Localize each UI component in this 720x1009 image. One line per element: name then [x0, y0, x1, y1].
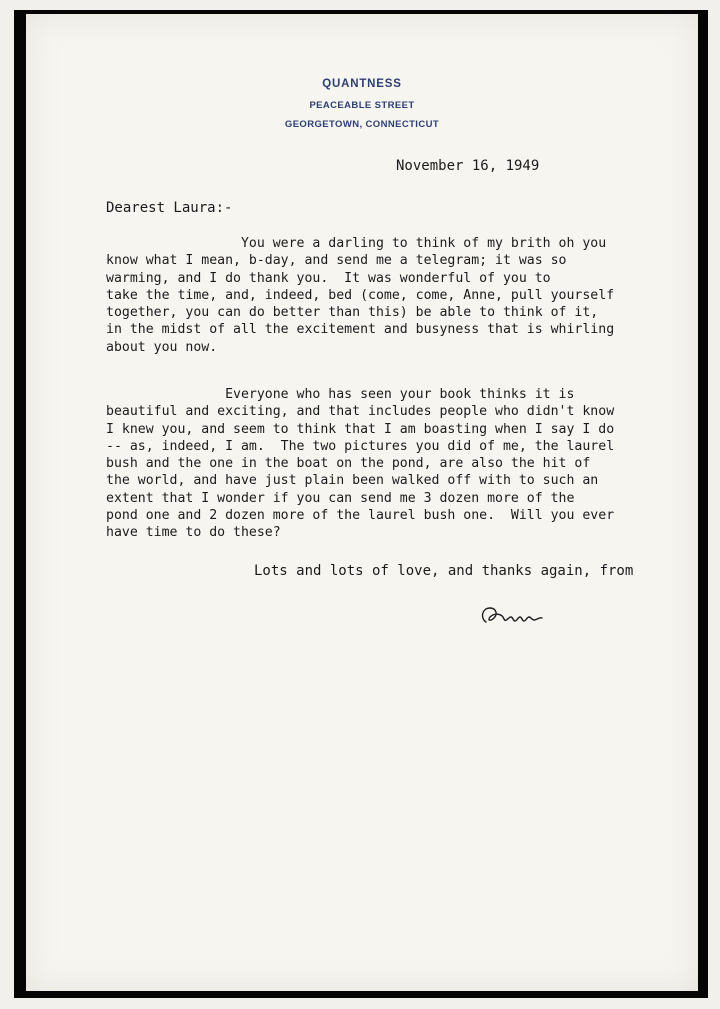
letter-closing: Lots and lots of love, and thanks again, from [254, 563, 634, 579]
letter-page [26, 14, 698, 991]
handwritten-signature [478, 604, 548, 630]
letterhead-street: PEACEABLE STREET [309, 100, 415, 111]
signature-drawing [478, 604, 548, 630]
letter-paragraph-2: Everyone who has seen your book thinks it is beautiful and exciting, and that includes people who didn't know I knew you, and seem to think that I am boasting when I say I do -- as, indeed, I am. The two pictures you did of me, the laurel bush and the one in the boat on the pond, are also the hit of the world, and have just plain been walked off with to such an extent that I wonder if you can send me 3 dozen more of the pond one and 2 dozen more of the laurel bush one. Will you ever have time to do these? [106, 387, 615, 541]
letter-date: November 16, 1949 [396, 158, 540, 174]
letterhead-name: QUANTNESS [322, 78, 402, 90]
letterhead-town: GEORGETOWN, CONNECTICUT [284, 119, 440, 130]
letter-paragraph-1: You were a darling to think of my brith oh you know what I mean, b-day, and send me a telegram; it was so warming, and I do thank you. It was wonderful of you to take the time, and, indeed, bed (come, come, Anne, pull yourself together, you can do better than this) be able to think of it, in the midst of all the excitement and busyness that is whirling about you now. [106, 236, 615, 355]
letter-salutation: Dearest Laura:- [106, 200, 233, 216]
